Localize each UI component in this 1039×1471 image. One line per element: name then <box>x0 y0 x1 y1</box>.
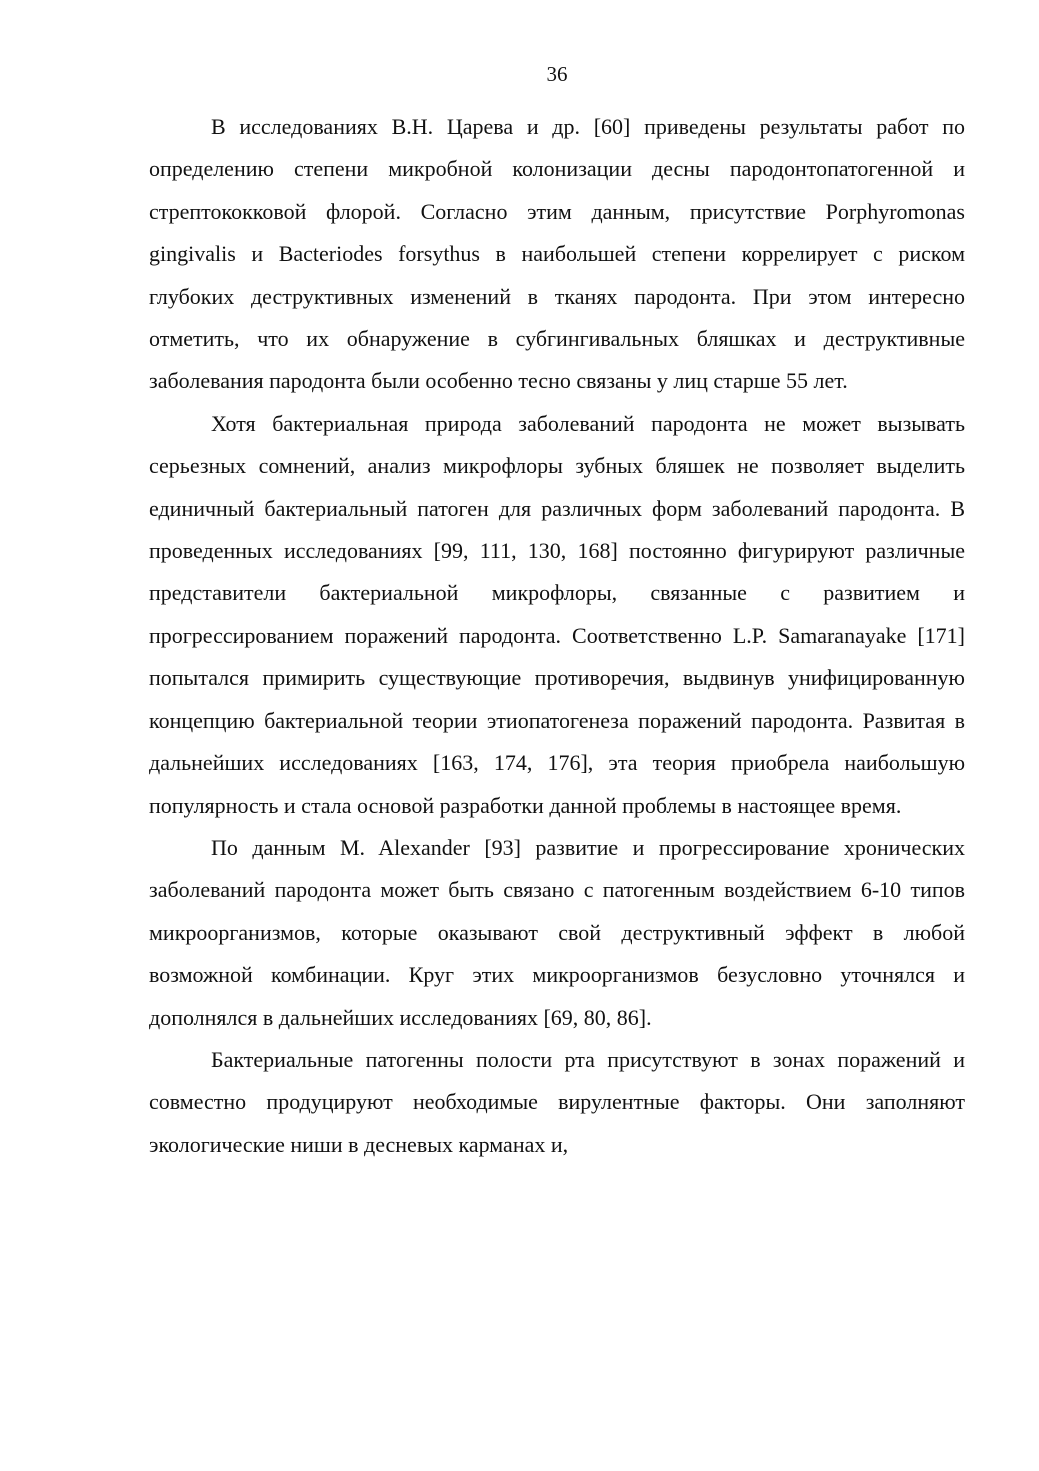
paragraph-3: По данным M. Alexander [93] развитие и прогрессирование хронических заболеваний пародонта может быть связано с патогенным воздействием 6-10 типов микроорганизмов, которые оказывают свой деструктивный эффект в любой возможной комбинации. Круг этих микроорганизмов безусловно уточнялся и дополнялся в дальнейших исследованиях [69, 80, 86]. <box>149 834 965 1030</box>
page-number: 36 <box>546 62 568 86</box>
paragraph-2: Хотя бактериальная природа заболеваний пародонта не может вызывать серьезных сомнений, анализ микрофлоры зубных бляшек не позволяет выделить единичный бактериальный патоген для различных форм заболеваний пародонта. В проведенных исследованиях [99, 111, 130, 168] постоянно фигурируют различные представители бактериальной микрофлоры, связанные с развитием и прогрессированием поражений пародонта. Соответственно L.P. Samaranayake [171] попытался примирить существующие противоречия, выдвинув унифицированную концепцию бактериальной теории этиопатогенеза поражений пародонта. Развитая в дальнейших исследованиях [163, 174, 176], эта теория приобрела наибольшую популярность и стала основой разработки данной проблемы в настоящее время. <box>149 410 965 818</box>
paragraph-1: В исследованиях В.Н. Царева и др. [60] приведены результаты работ по определению степени микробной колонизации десны пародонтопатогенной и стрептококковой флорой. Согласно этим данным, присутствие Porphyromonas gingivalis и Bacteriodes forsythus в наибольшей степени коррелирует с риском глубоких деструктивных изменений в тканях пародонта. При этом интересно отметить, что их обнаружение в субгингивальных бляшках и деструктивные заболевания пародонта были особенно тесно связаны у лиц старше 55 лет. <box>149 114 965 394</box>
paragraph-4: Бактериальные патогенны полости рта присутствуют в зонах поражений и совместно продуцируют необходимые вирулентные факторы. Они заполняют экологические ниши в десневых карманах и, <box>149 1046 965 1157</box>
document-body <box>149 106 965 1166</box>
